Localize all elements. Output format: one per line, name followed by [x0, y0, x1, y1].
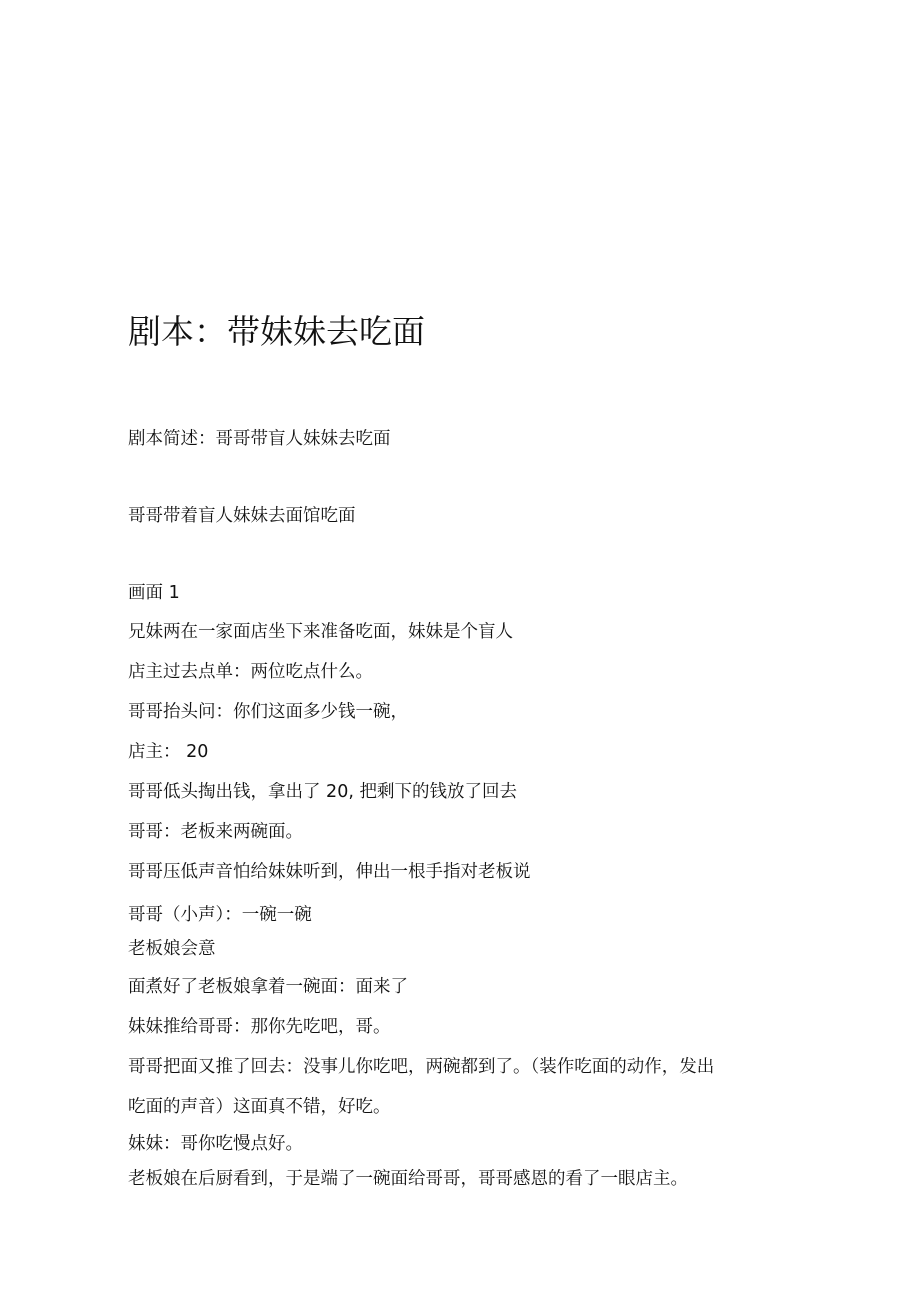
script-intro: 哥哥带着盲人妹妹去面馆吃面	[128, 506, 356, 526]
script-line: 哥哥把面又推了回去：没事儿你吃吧，两碗都到了。（装作吃面的动作，发出	[128, 1057, 715, 1077]
document-title: 剧本：带妹妹去吃面	[128, 312, 425, 351]
script-line: 老板娘在后厨看到，于是端了一碗面给哥哥，哥哥感恩的看了一眼店主。	[128, 1169, 688, 1189]
script-line: 店主过去点单：两位吃点什么。	[128, 662, 373, 682]
script-line: 店主： 20	[128, 742, 209, 762]
script-line: 哥哥：老板来两碗面。	[128, 822, 303, 842]
script-line: 老板娘会意	[128, 939, 216, 959]
scene-heading: 画面 1	[128, 583, 180, 603]
script-line: 吃面的声音）这面真不错，好吃。	[128, 1097, 391, 1117]
script-line: 哥哥（小声）：一碗一碗	[128, 905, 312, 925]
script-line: 哥哥压低声音怕给妹妹听到，伸出一根手指对老板说	[128, 862, 531, 882]
script-summary: 剧本简述：哥哥带盲人妹妹去吃面	[128, 429, 391, 449]
script-line: 妹妹：哥你吃慢点好。	[128, 1134, 303, 1154]
script-line: 妹妹推给哥哥：那你先吃吧，哥。	[128, 1017, 391, 1037]
script-line: 兄妹两在一家面店坐下来准备吃面，妹妹是个盲人	[128, 622, 513, 642]
script-line: 面煮好了老板娘拿着一碗面：面来了	[128, 977, 408, 997]
script-line: 哥哥低头掏出钱，拿出了 20, 把剩下的钱放了回去	[128, 782, 517, 802]
script-line: 哥哥抬头问：你们这面多少钱一碗，	[128, 702, 408, 722]
